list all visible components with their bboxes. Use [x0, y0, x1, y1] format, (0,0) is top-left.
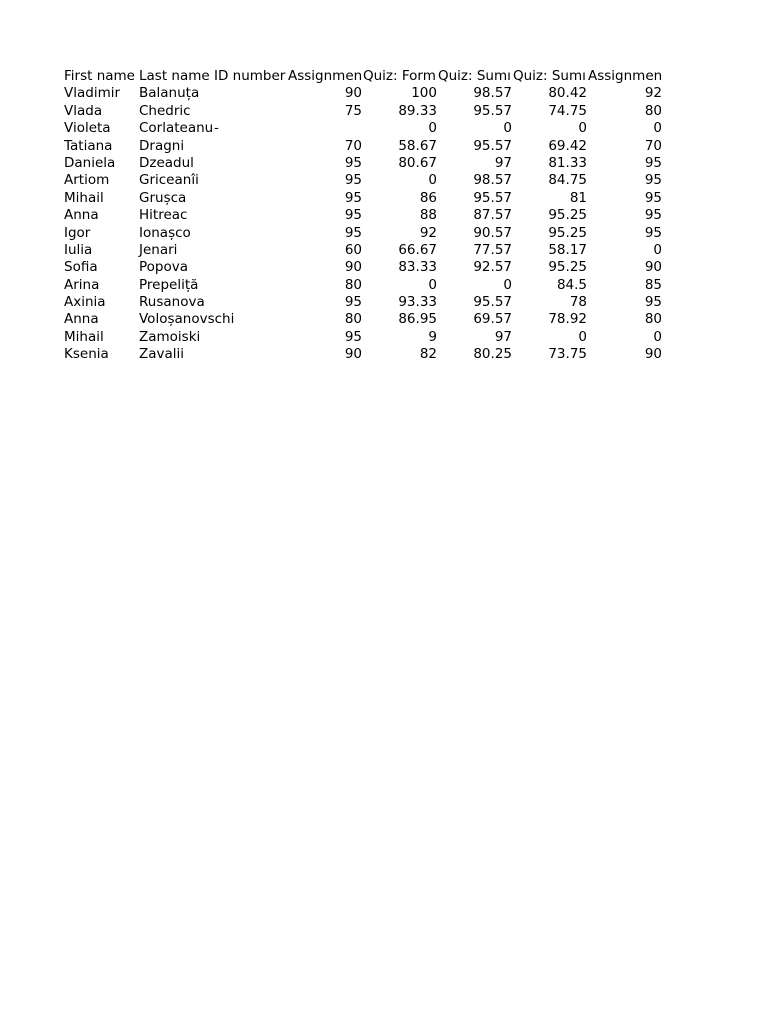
cell-assignment-2: 80 — [644, 311, 662, 328]
cell-first-name: Mihail — [64, 328, 104, 345]
header-first-name: First name — [64, 68, 135, 84]
cell-quiz-sum-2: 81.33 — [548, 154, 587, 171]
cell-last-name: Hitreac — [139, 207, 188, 224]
table-row — [64, 277, 663, 294]
cell-last-name: Chedric — [139, 102, 191, 119]
cell-quiz-form: 82 — [419, 346, 437, 363]
cell-id-number — [214, 259, 288, 276]
cell-assignment-1: 95 — [344, 189, 362, 206]
cell-quiz-sum-1: 95.57 — [473, 294, 512, 311]
cell-quiz-form: 86 — [419, 189, 437, 206]
table-row — [64, 259, 663, 276]
cell-id-number — [214, 103, 288, 120]
table-row — [64, 103, 663, 120]
cell-quiz-sum-1: 92.57 — [473, 259, 512, 276]
cell-assignment-1: 95 — [344, 207, 362, 224]
cell-last-name: Balanuța — [139, 85, 200, 102]
cell-assignment-1: 90 — [344, 259, 362, 276]
cell-first-name: Tatiana — [64, 137, 113, 154]
cell-assignment-1: 75 — [344, 102, 362, 119]
cell-assignment-1: 80 — [344, 311, 362, 328]
header-id-number: ID number — [214, 68, 286, 84]
cell-id-number — [214, 207, 288, 224]
cell-first-name: Artiom — [64, 172, 110, 189]
table-row — [64, 85, 663, 102]
cell-assignment-1: 95 — [344, 154, 362, 171]
cell-first-name: Mihail — [64, 189, 104, 206]
cell-last-name: Popova — [139, 259, 189, 276]
header-quiz-form: Quiz: Form — [363, 68, 436, 84]
cell-assignment-1: 95 — [344, 328, 362, 345]
cell-quiz-sum-1: 95.57 — [473, 137, 512, 154]
cell-id-number — [214, 155, 288, 172]
cell-quiz-sum-2: 74.75 — [548, 102, 587, 119]
cell-id-number — [214, 346, 288, 363]
cell-quiz-sum-2: 0 — [578, 328, 587, 345]
cell-quiz-form: 58.67 — [398, 137, 437, 154]
cell-quiz-form: 66.67 — [398, 241, 437, 258]
cell-id-number — [214, 294, 288, 311]
cell-id-number: - — [214, 120, 219, 137]
table-row — [64, 120, 663, 137]
cell-quiz-sum-2: 69.42 — [548, 137, 587, 154]
cell-quiz-sum-2: 80.42 — [548, 85, 587, 102]
cell-first-name: Anna — [64, 207, 99, 224]
cell-first-name: Igor — [64, 224, 91, 241]
cell-id-number — [214, 85, 288, 102]
header-assignment-1: Assignmen — [288, 68, 363, 84]
cell-quiz-sum-1: 77.57 — [473, 241, 512, 258]
table-row — [64, 311, 663, 328]
cell-quiz-sum-2: 95.25 — [548, 259, 587, 276]
cell-quiz-sum-2: 95.25 — [548, 224, 587, 241]
table-row — [64, 225, 663, 242]
data-rows — [64, 85, 663, 363]
table-row — [64, 346, 663, 363]
cell-assignment-1: 95 — [344, 224, 362, 241]
cell-quiz-sum-2: 84.75 — [548, 172, 587, 189]
cell-first-name: Violeta — [64, 120, 111, 137]
cell-last-name: Dragni — [139, 137, 185, 154]
cell-first-name: Axinia — [64, 294, 106, 311]
cell-last-name: Prepeliță — [139, 276, 199, 293]
cell-quiz-sum-1: 90.57 — [473, 224, 512, 241]
cell-quiz-form: 89.33 — [398, 102, 437, 119]
cell-quiz-sum-1: 0 — [503, 120, 512, 137]
cell-quiz-sum-1: 95.57 — [473, 102, 512, 119]
cell-quiz-sum-1: 69.57 — [473, 311, 512, 328]
cell-id-number — [214, 225, 288, 242]
table-row — [64, 207, 663, 224]
header-quiz-sum-2: Quiz: Sumı — [513, 68, 586, 84]
cell-id-number — [214, 138, 288, 155]
header-assignment-2: Assignmen — [588, 68, 663, 84]
cell-id-number — [214, 277, 288, 294]
cell-assignment-2: 95 — [644, 172, 662, 189]
cell-quiz-sum-2: 95.25 — [548, 207, 587, 224]
cell-quiz-sum-1: 97 — [494, 154, 512, 171]
cell-assignment-2: 85 — [644, 276, 662, 293]
table-row — [64, 138, 663, 155]
cell-assignment-1: 95 — [344, 172, 362, 189]
cell-quiz-sum-1: 87.57 — [473, 207, 512, 224]
table-row — [64, 155, 663, 172]
cell-id-number — [214, 242, 288, 259]
cell-quiz-sum-2: 0 — [578, 120, 587, 137]
cell-last-name: Jenari — [139, 241, 178, 258]
cell-last-name: Rusanova — [139, 294, 205, 311]
cell-quiz-form: 9 — [428, 328, 437, 345]
cell-quiz-sum-2: 78.92 — [548, 311, 587, 328]
cell-quiz-form: 0 — [428, 276, 437, 293]
cell-id-number — [214, 190, 288, 207]
cell-assignment-1: 80 — [344, 276, 362, 293]
cell-assignment-1: 90 — [344, 85, 362, 102]
cell-quiz-sum-2: 81 — [569, 189, 587, 206]
cell-last-name: Zamoiski — [139, 328, 201, 345]
cell-last-name: Ionașco — [139, 224, 191, 241]
table-row — [64, 294, 663, 311]
cell-id-number — [214, 172, 288, 189]
cell-assignment-2: 0 — [653, 120, 662, 137]
cell-assignment-2: 95 — [644, 224, 662, 241]
cell-quiz-sum-2: 78 — [569, 294, 587, 311]
cell-quiz-sum-2: 58.17 — [548, 241, 587, 258]
header-last-name: Last name — [139, 68, 210, 84]
table-row — [64, 329, 663, 346]
cell-quiz-form: 93.33 — [398, 294, 437, 311]
cell-assignment-2: 90 — [644, 259, 662, 276]
cell-quiz-sum-2: 73.75 — [548, 346, 587, 363]
cell-first-name: Ksenia — [64, 346, 109, 363]
cell-quiz-sum-1: 97 — [494, 328, 512, 345]
cell-quiz-form: 86.95 — [398, 311, 437, 328]
cell-assignment-2: 90 — [644, 346, 662, 363]
cell-id-number — [214, 329, 288, 346]
cell-last-name: Corlateanu — [139, 120, 214, 137]
cell-quiz-form: 0 — [428, 120, 437, 137]
cell-assignment-2: 95 — [644, 154, 662, 171]
table-row — [64, 242, 663, 259]
cell-assignment-2: 95 — [644, 294, 662, 311]
cell-first-name: Iulia — [64, 241, 93, 258]
cell-assignment-2: 95 — [644, 189, 662, 206]
cell-quiz-sum-1: 95.57 — [473, 189, 512, 206]
cell-last-name: Zavalii — [139, 346, 185, 363]
cell-assignment-2: 0 — [653, 328, 662, 345]
table-row — [64, 172, 663, 189]
cell-quiz-form: 92 — [419, 224, 437, 241]
cell-quiz-sum-1: 98.57 — [473, 172, 512, 189]
cell-id-number — [214, 311, 288, 328]
cell-quiz-sum-2: 84.5 — [556, 276, 587, 293]
cell-assignment-1: 90 — [344, 346, 362, 363]
cell-quiz-form: 80.67 — [398, 154, 437, 171]
cell-quiz-form: 88 — [419, 207, 437, 224]
cell-assignment-2: 80 — [644, 102, 662, 119]
cell-first-name: Anna — [64, 311, 99, 328]
cell-last-name: Grușca — [139, 189, 187, 206]
cell-quiz-form: 83.33 — [398, 259, 437, 276]
cell-assignment-1: 70 — [344, 137, 362, 154]
header-quiz-sum-1: Quiz: Sumı — [438, 68, 511, 84]
grades-sheet — [64, 68, 663, 364]
cell-first-name: Vladimir — [64, 85, 121, 102]
cell-quiz-form: 0 — [428, 172, 437, 189]
cell-assignment-2: 92 — [644, 85, 662, 102]
cell-assignment-2: 95 — [644, 207, 662, 224]
cell-first-name: Arina — [64, 276, 100, 293]
cell-last-name: Griceanîi — [139, 172, 199, 189]
table-row — [64, 190, 663, 207]
cell-first-name: Vlada — [64, 102, 103, 119]
cell-first-name: Sofia — [64, 259, 98, 276]
cell-quiz-sum-1: 98.57 — [473, 85, 512, 102]
cell-assignment-1 — [288, 120, 363, 137]
cell-first-name: Daniela — [64, 154, 116, 171]
cell-assignment-1: 60 — [344, 241, 362, 258]
cell-quiz-sum-1: 0 — [503, 276, 512, 293]
cell-last-name: Dzeadul — [139, 154, 194, 171]
cell-assignment-2: 70 — [644, 137, 662, 154]
cell-quiz-form: 100 — [411, 85, 437, 102]
cell-assignment-1: 95 — [344, 294, 362, 311]
header-row — [64, 68, 663, 85]
cell-last-name: Voloșanovschi — [139, 311, 235, 328]
cell-assignment-2: 0 — [653, 241, 662, 258]
cell-quiz-sum-1: 80.25 — [473, 346, 512, 363]
